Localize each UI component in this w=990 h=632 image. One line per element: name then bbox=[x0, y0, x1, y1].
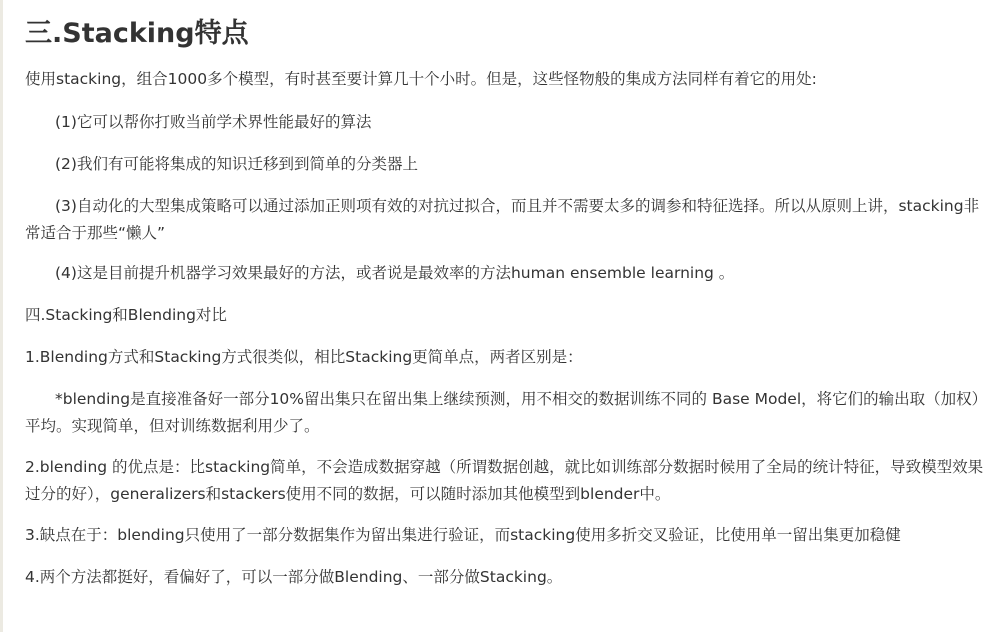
left-border bbox=[0, 0, 3, 632]
intro-paragraph: 使用stacking，组合1000多个模型，有时甚至要计算几十个小时。但是，这些怪物般的集成方法同样有着它的用处: bbox=[25, 70, 817, 88]
point-2: (2)我们有可能将集成的知识迁移到到简单的分类器上 bbox=[55, 155, 418, 173]
point-4: (4)这是目前提升机器学习效果最好的方法，或者说是最效率的方法human ensemble learning 。 bbox=[55, 264, 735, 282]
comparison-item-1: 1.Blending方式和Stacking方式很类似，相比Stacking更简单点，两者区别是： bbox=[25, 348, 583, 366]
comparison-item-3: 3.缺点在于：blending只使用了一部分数据集作为留出集进行验证，而stacking使用多折交叉验证，比使用单一留出集更加稳健 bbox=[25, 526, 901, 544]
comparison-item-1-detail: *blending是直接准备好一部分10%留出集只在留出集上继续预测，用不相交的数据训练不同的 Base Model，将它们的输出取（加权）平均。实现简单，但对训练数据利用少了。 bbox=[25, 390, 980, 435]
point-1: (1)它可以帮你打败当前学术界性能最好的算法 bbox=[55, 113, 372, 131]
section-heading: 三.Stacking特点 bbox=[25, 18, 249, 49]
point-3: (3)自动化的大型集成策略可以通过添加正则项有效的对抗过拟合，而且并不需要太多的调参和特征选择。所以从原则上讲，stacking非常适合于那些“懒人” bbox=[25, 197, 980, 242]
comparison-item-4: 4.两个方法都挺好，看偏好了，可以一部分做Blending、一部分做Stacking。 bbox=[25, 568, 563, 586]
comparison-item-2: 2.blending 的优点是：比stacking简单，不会造成数据穿越（所谓数据创越，就比如训练部分数据时候用了全局的统计特征，导致模型效果过分的好），generalizers和stackers使用不同的数据，可以随时添加其他模型到blender中。 bbox=[25, 458, 984, 503]
comparison-section-title: 四.Stacking和Blending对比 bbox=[25, 306, 227, 324]
